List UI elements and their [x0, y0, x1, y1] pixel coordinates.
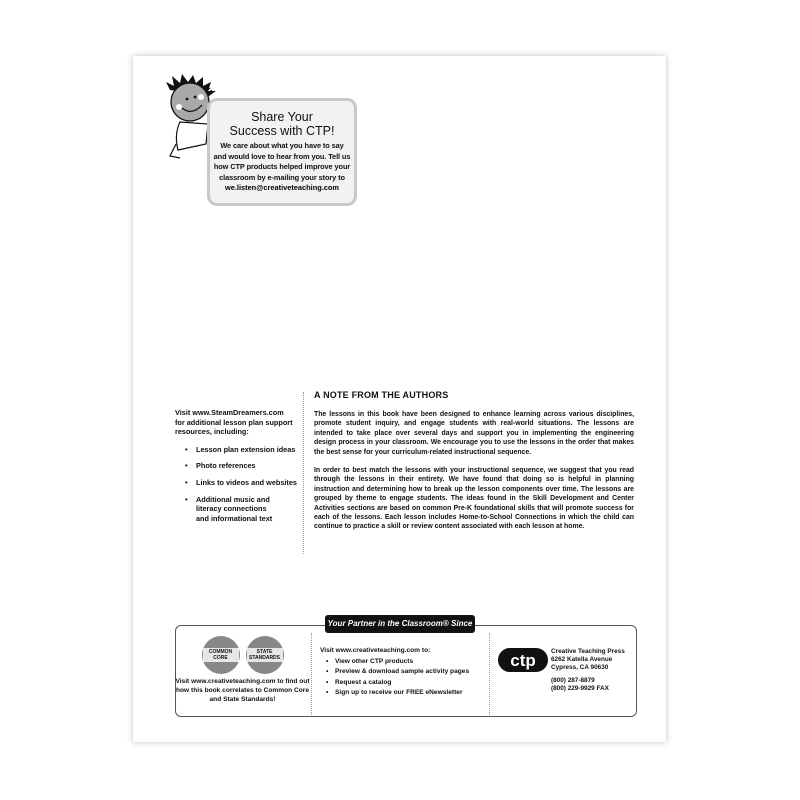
- steamdreamers-resources: [175, 408, 300, 530]
- badge-line: COMMON: [208, 649, 233, 655]
- footer-divider: [311, 633, 312, 715]
- note-paragraph: In order to best match the lessons with your instructional sequence, we suggest that you read through the lessons in their entirety. We have found that doing so is helpful in planning instruction and determining how to break up the lesson components over time. The lessons are grouped by theme to engage students. The ideas found in the Skill Development and Center Activities sections are based on common Pre-K foundational skills that will promote success for each of the lessons. Each lesson includes Home-to-School Connections in which the child can continue to practice a skill or review content associated with each lesson at home.: [314, 467, 634, 531]
- list-item: • View other CTP products: [326, 657, 490, 668]
- share-body-line: classroom by e-mailing your story to: [219, 172, 345, 182]
- column-divider: [303, 392, 304, 554]
- share-email-link[interactable]: we.listen@creativeteaching.com: [224, 183, 339, 193]
- share-body: [210, 141, 354, 183]
- resources-intro-line2: for additional lesson plan support: [175, 417, 293, 427]
- publisher-contact: [551, 648, 625, 693]
- badge-line: STANDARDS: [248, 655, 281, 661]
- list-item: • Additional music and literacy connections and informational text: [185, 495, 276, 524]
- address-line: 6262 Katella Avenue: [551, 656, 613, 663]
- fax-number: (800) 229-9929 FAX: [551, 685, 609, 692]
- standards-badges: [175, 636, 310, 674]
- list-item: • Photo references: [185, 461, 300, 471]
- share-body-line: how CTP products helped improve your: [213, 162, 351, 172]
- badge-line: STATE: [256, 649, 273, 655]
- share-title-line2: Success with CTP!: [229, 124, 335, 138]
- website-list: [326, 657, 490, 699]
- share-title-line1: Share Your: [251, 110, 313, 124]
- share-title: [210, 110, 354, 138]
- standards-section: [175, 636, 310, 704]
- company-name: Creative Teaching Press: [551, 648, 625, 655]
- address-line: Cypress, CA 90630: [551, 664, 609, 671]
- standards-text: Visit www.creativeteaching.com to find out how this book correlates to Common Core and State Standards!: [175, 678, 310, 703]
- ctp-logo-icon: [498, 647, 548, 673]
- list-item: • Sign up to receive our FREE eNewsletter: [326, 688, 490, 699]
- list-item: • Links to videos and websites: [185, 478, 300, 488]
- list-item: • Request a catalog: [326, 678, 490, 689]
- badge-line: CORE: [213, 655, 228, 661]
- resources-intro-line3: resources, including:: [175, 427, 249, 437]
- resources-list: [185, 445, 300, 524]
- note-heading: A NOTE FROM THE AUTHORS: [314, 390, 449, 400]
- share-body-line: and would love to hear from you. Tell us: [213, 151, 351, 161]
- list-item: • Lesson plan extension ideas: [185, 445, 300, 455]
- state-standards-badge-icon: [246, 636, 284, 674]
- list-item: • Preview & download sample activity pages: [326, 667, 490, 678]
- note-paragraph: The lessons in this book have been designed to enhance learning across various disciplines, promote student inquiry, and engage students with real-world situations. The lessons are intended to take place over several days and support you in implementing the engineering design process in your classroom. We encourage you to use the lessons in the order that makes the best sense for your curriculum-related instructional sequence.: [314, 411, 634, 456]
- share-body-line: We care about what you have to say: [220, 141, 344, 150]
- authors-note: [314, 390, 634, 532]
- svg-text:ctp: ctp: [510, 651, 536, 670]
- share-success-callout: [207, 98, 357, 206]
- resources-intro-line1: Visit www.SteamDreamers.com: [175, 408, 284, 417]
- website-section: [320, 646, 490, 699]
- phone-number: (800) 287-8879: [551, 677, 595, 684]
- common-core-badge-icon: [202, 636, 240, 674]
- website-intro: Visit www.creativeteaching.com to:: [320, 647, 431, 654]
- footer-tagline: Your Partner in the Classroom® Since 1965: [325, 615, 475, 633]
